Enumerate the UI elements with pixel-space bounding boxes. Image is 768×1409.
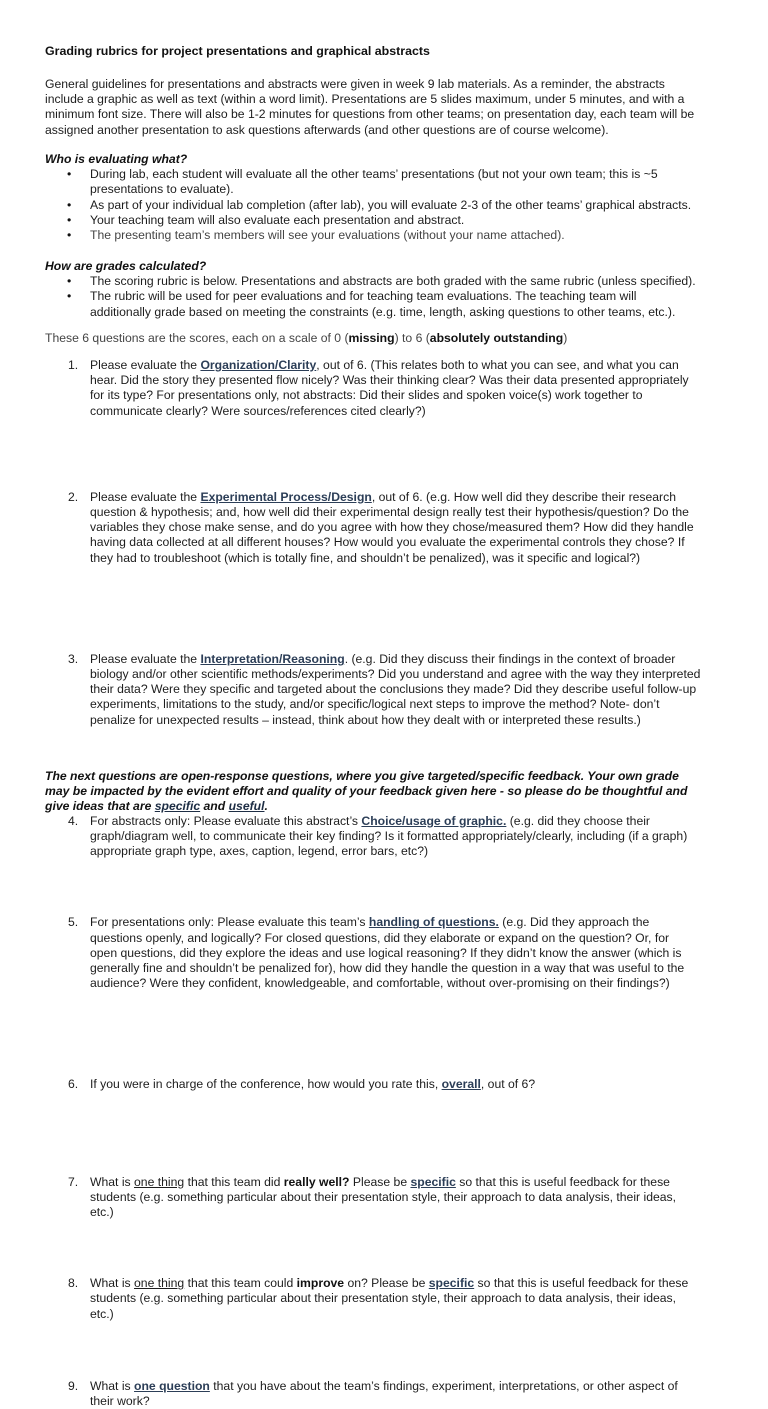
grades-heading: How are grades calculated?	[45, 259, 207, 273]
scale-missing: missing	[348, 331, 395, 345]
question-text: that this team did	[184, 1174, 284, 1189]
intro-line: may be impacted by the evident effort and quality of your feedback given here - so please do be thoughtful and	[45, 784, 688, 799]
emphasis-useful: useful	[228, 799, 265, 814]
question-key: Interpretation/Reasoning	[200, 651, 345, 666]
question-number: 1.	[68, 358, 79, 372]
question-line: generally fine and shouldn’t be penalized for), how did they handle the question in a way that was useful to the	[90, 961, 685, 976]
question-line: for its type? For presentations only, not abstracts: Did their slides and spoken voice(s) work together to	[90, 388, 643, 403]
grades-section	[45, 259, 735, 320]
question-text: For abstracts only: Please evaluate this abstract’s	[90, 813, 362, 828]
question-line: question & hypothesis; and, how well did their experimental design really test their hypothesis/question? Do the	[90, 505, 689, 520]
emphasis-specific: specific	[410, 1174, 456, 1189]
emphasis-improve: improve	[296, 1276, 345, 1291]
open-response-intro	[45, 769, 735, 815]
question-line: communicate clearly? Were sources/references cited clearly?)	[90, 403, 426, 418]
scale-text: These 6 questions are the scores, each on a scale of 0 (	[45, 331, 349, 345]
intro-line: General guidelines for presentations and abstracts were given in week 9 lab materials. As a reminder, the abstracts	[45, 77, 665, 91]
emphasis-one-thing: one thing	[134, 1174, 185, 1189]
question-key: Experimental Process/Design	[200, 489, 372, 504]
question-3	[45, 652, 768, 728]
emphasis-really-well: really well?	[283, 1174, 350, 1189]
question-line: open questions, did they explore the ideas and use logical reasoning? If they didn’t know the answer (which is	[90, 945, 682, 960]
intro-line: The next questions are open-response questions, where you give targeted/specific feedback. Your own grade	[45, 769, 679, 783]
who-bullet	[45, 167, 735, 197]
who-bullet	[45, 198, 735, 213]
emphasis-one-thing: one thing	[134, 1276, 185, 1291]
question-number: 8.	[68, 1276, 79, 1291]
question-key: overall	[441, 1077, 481, 1092]
question-line: audience? Were they confident, knowledgeable, and comfortable, without over-promising on their findings?)	[90, 976, 670, 991]
question-text: , out of 6?	[480, 1077, 536, 1092]
question-number: 2.	[68, 489, 79, 504]
question-6	[45, 1077, 768, 1092]
intro-text: give ideas that are	[45, 799, 155, 814]
document-title: Grading rubrics for project presentations and graphical abstracts	[45, 44, 430, 58]
question-text: (e.g. did they choose their	[506, 813, 650, 828]
question-line: students (e.g. something particular about their presentation style, their approach to data analysis, their ideas,	[90, 1189, 677, 1204]
question-line: they had to troubleshoot (which is totally fine, and shouldn’t be penalized), was it specific and logical?)	[90, 550, 641, 565]
question-line: penalize for unexpected results – instead, think about how they dealt with or interpreted these results.)	[90, 712, 641, 727]
question-text: Please be	[349, 1174, 411, 1189]
question-line	[90, 490, 768, 505]
question-text: that this team could	[184, 1276, 297, 1291]
intro-text: and	[200, 799, 229, 814]
question-4	[45, 814, 768, 860]
question-5	[45, 915, 768, 991]
question-text: If you were in charge of the conference, how would you rate this,	[90, 1077, 442, 1092]
question-2	[45, 490, 768, 566]
question-line	[90, 814, 768, 829]
question-key: Choice/usage of graphic.	[361, 813, 507, 828]
question-line: their data? Were they specific and targeted about the conclusions they made? Did they describe useful follow-up	[90, 682, 697, 697]
question-text: Please evaluate the	[90, 651, 201, 666]
question-key: one question	[134, 1378, 210, 1393]
bullet-line: presentations to evaluate).	[90, 182, 234, 197]
question-key: Organization/Clarity	[200, 358, 317, 372]
bullet-line: • During lab, each student will evaluate all the other teams’ presentations (but not your own team; this is ~5	[90, 167, 658, 182]
question-text: . (e.g. Did they discuss their findings in the context of broader	[344, 651, 676, 666]
who-bullet	[45, 228, 735, 243]
question-number: 9.	[68, 1378, 79, 1393]
bullet-line: • The presenting team’s members will see your evaluations (without your name attached).	[90, 228, 565, 243]
question-number: 3.	[68, 651, 79, 666]
bullet-line: • The rubric will be used for peer evaluations and for teaching team evaluations. The teaching team will	[90, 289, 637, 304]
intro-paragraph	[45, 77, 720, 138]
question-line: graph/diagram well, to communicate their key finding? Is it formatted appropriately/clearly, including (if a graph)	[90, 829, 688, 844]
intro-line	[45, 799, 735, 814]
bullet-line: • Your teaching team will also evaluate each presentation and abstract.	[90, 212, 465, 227]
question-line	[90, 1379, 768, 1394]
question-number: 5.	[68, 915, 79, 930]
question-line: etc.)	[90, 1306, 114, 1321]
scale-outstanding: absolutely outstanding	[429, 331, 564, 345]
question-line: experiments, limitations to the study, and/or specific/logical next steps to improve the method? Note- don’t	[90, 697, 660, 712]
question-1	[45, 358, 768, 419]
question-text: Please evaluate the	[90, 358, 201, 372]
question-line: students (e.g. something particular about their presentation style, their approach to data analysis, their ideas,	[90, 1291, 677, 1306]
question-text: For presentations only: Please evaluate this team’s	[90, 915, 369, 930]
question-line	[90, 1276, 768, 1291]
question-text: so that this is useful feedback for these	[455, 1174, 670, 1189]
scale-line	[45, 331, 735, 346]
question-line	[90, 358, 768, 373]
bullet-line: additionally grade based on meeting the constraints (e.g. time, length, asking questions to other teams, etc.).	[90, 304, 676, 319]
question-number: 4.	[68, 813, 79, 828]
question-text: that you have about the team’s findings, experiment, interpretations, or other aspect of	[209, 1378, 678, 1393]
question-key: handling of questions.	[368, 915, 499, 930]
who-heading: Who is evaluating what?	[45, 152, 188, 166]
emphasis-specific: specific	[154, 799, 201, 814]
question-line: variables they chose make sense, and do you agree with how they chose/measured them? How did they handle	[90, 520, 694, 535]
question-text: , out of 6. (This relates both to what you can see, and what you can	[316, 358, 679, 372]
bullet-line: • As part of your individual lab completion (after lab), you will evaluate 2-3 of the other teams’ graphical abstracts.	[90, 197, 692, 212]
question-text: , out of 6. (e.g. How well did they describe their research	[371, 489, 676, 504]
emphasis-specific: specific	[428, 1276, 475, 1291]
question-line: biology and/or other scientific methods/experiments? Did you understand and agree with the way they interpreted	[90, 667, 701, 682]
question-text: What is	[90, 1378, 135, 1393]
question-7	[45, 1175, 768, 1221]
question-line: etc.)	[90, 1205, 114, 1220]
question-text: Please evaluate the	[90, 489, 201, 504]
who-section	[45, 152, 735, 243]
grades-bullet	[45, 289, 735, 319]
scale-text: ) to 6 (	[394, 331, 430, 345]
intro-text: .	[264, 799, 268, 814]
question-line	[90, 1077, 768, 1092]
scale-text: )	[563, 331, 568, 345]
question-line: hear. Did the story they presented flow nicely? Was their thinking clear? Was their data presented appropriately	[90, 373, 689, 388]
question-line: appropriate graph type, axes, caption, legend, error bars, etc?)	[90, 844, 429, 859]
question-line	[90, 915, 768, 930]
grades-bullet	[45, 274, 735, 289]
question-line	[90, 1175, 768, 1190]
question-text: What is	[90, 1276, 135, 1291]
question-line: questions openly, and logically? For closed questions, did they elaborate or expand on the question? Or, for	[90, 930, 670, 945]
question-9	[45, 1379, 768, 1409]
bullet-line: • The scoring rubric is below. Presentations and abstracts are both graded with the same rubric (unless specified).	[90, 274, 696, 289]
question-text: on? Please be	[344, 1276, 429, 1291]
intro-line: include a graphic as well as text (within a word limit). Presentations are 5 slides maximum, under 5 minutes, and with a	[45, 92, 685, 107]
question-text: What is	[90, 1174, 135, 1189]
question-line: their work?	[90, 1394, 150, 1409]
question-8	[45, 1276, 768, 1322]
intro-line: assigned another presentation to ask questions afterwards (and other questions are of course welcome).	[45, 122, 609, 137]
question-text: so that this is useful feedback for these	[474, 1276, 689, 1291]
intro-line: minimum font size. There will also be 1-2 minutes for questions from other teams; on presentation day, each team will be	[45, 107, 695, 122]
question-number: 6.	[68, 1077, 79, 1092]
question-text: (e.g. Did they approach the	[498, 915, 650, 930]
who-bullet	[45, 213, 735, 228]
question-line: having data collected at all different houses? How would you evaluate the experimental controls they chose? If	[90, 535, 685, 550]
question-number: 7.	[68, 1174, 79, 1189]
question-line	[90, 652, 768, 667]
